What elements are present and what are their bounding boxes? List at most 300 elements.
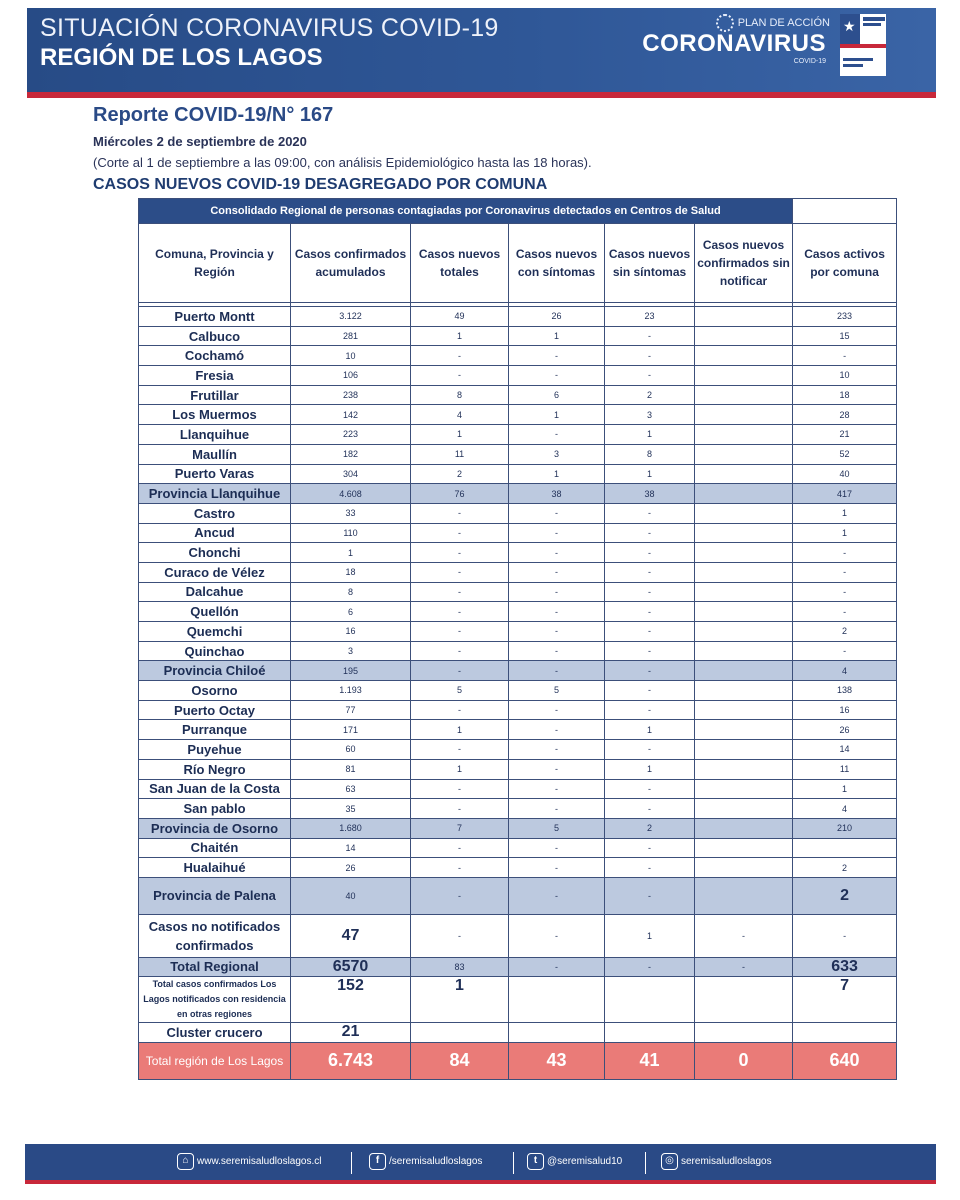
comuna-name: Chaitén [139,838,291,858]
table-row [139,914,897,957]
cell-nonot [695,307,793,327]
cell-tot: - [411,543,509,563]
cell-con: 1 [509,326,605,346]
cell-tot: 1 [411,326,509,346]
cell-act [793,1022,897,1042]
cell-con: 43 [509,1042,605,1079]
cell-sin: - [605,543,695,563]
footer-bar [25,1144,936,1180]
header-sin-sintomas: Casos nuevos sin síntomas [605,224,695,303]
comuna-name: Cluster crucero [139,1022,291,1042]
comuna-name: Casos no notificados confirmados [139,914,291,957]
cell-tot: - [411,503,509,523]
cell-acum: 3 [291,641,411,661]
cell-tot: 7 [411,818,509,838]
cell-act: 2 [793,877,897,914]
comuna-name: Puyehue [139,740,291,760]
cell-act: 2 [793,858,897,878]
cell-acum: 1.680 [291,818,411,838]
cell-acum: 106 [291,366,411,386]
cell-con: - [509,914,605,957]
comuna-name: Total Regional [139,957,291,976]
web-icon: ⌂ [177,1153,194,1170]
cell-nonot [695,346,793,366]
comuna-name: Provincia de Palena [139,877,291,914]
cell-acum: 8 [291,582,411,602]
cell-nonot [695,976,793,1022]
comuna-name: Puerto Varas [139,464,291,484]
table-row [139,464,897,484]
cell-acum: 1.193 [291,681,411,701]
cell-tot: - [411,838,509,858]
cell-nonot [695,523,793,543]
cell-acum: 16 [291,622,411,642]
cell-nonot [695,582,793,602]
plan-label: PLAN DE ACCIÓN [700,14,830,32]
table-row [139,759,897,779]
cell-act: 210 [793,818,897,838]
cell-nonot [695,543,793,563]
cell-tot: 84 [411,1042,509,1079]
cell-sin: 3 [605,405,695,425]
cell-con: - [509,425,605,445]
cell-sin: 1 [605,464,695,484]
table-row [139,602,897,622]
cell-nonot [695,779,793,799]
cell-act: 633 [793,957,897,976]
cell-sin: - [605,602,695,622]
footer-red-stripe [25,1180,936,1184]
header-acumulados: Casos confirmados acumulados [291,224,411,303]
cell-sin [605,1022,695,1042]
cell-act [793,838,897,858]
report-title: Reporte COVID-19/N° 167 [93,104,334,126]
table-row [139,877,897,914]
cell-con: - [509,838,605,858]
cell-acum: 21 [291,1022,411,1042]
comuna-name: Curaco de Vélez [139,562,291,582]
cell-tot: - [411,914,509,957]
comuna-name: Provincia Llanquihue [139,484,291,504]
table-row [139,385,897,405]
cell-sin: - [605,957,695,976]
table-row [139,1042,897,1079]
cell-acum: 47 [291,914,411,957]
cell-acum: 304 [291,464,411,484]
cell-sin: - [605,346,695,366]
cell-tot: 11 [411,444,509,464]
header-activos: Casos activos por comuna [793,224,897,303]
comuna-name: Castro [139,503,291,523]
header-title-line1: SITUACIÓN CORONAVIRUS COVID-19 [40,14,499,42]
cell-con: 3 [509,444,605,464]
comuna-name: Llanquihue [139,425,291,445]
cell-tot: 5 [411,681,509,701]
cell-tot: - [411,602,509,622]
cell-nonot [695,622,793,642]
cell-act: 52 [793,444,897,464]
cell-nonot: - [695,914,793,957]
table-row [139,523,897,543]
header-con-sintomas: Casos nuevos con síntomas [509,224,605,303]
table-banner: Consolidado Regional de personas contagiadas por Coronavirus detectados en Centros de Salud [139,199,793,224]
cell-nonot [695,818,793,838]
cell-act: 640 [793,1042,897,1079]
cell-acum: 182 [291,444,411,464]
cell-con: 26 [509,307,605,327]
header-title-line2: REGIÓN DE LOS LAGOS [40,44,323,71]
cell-nonot [695,405,793,425]
cell-acum: 77 [291,700,411,720]
cell-acum: 4.608 [291,484,411,504]
cell-act: 1 [793,503,897,523]
cell-act: 138 [793,681,897,701]
cell-con: 5 [509,681,605,701]
comuna-name: Frutillar [139,385,291,405]
cell-con: - [509,582,605,602]
cell-act: - [793,582,897,602]
table-row [139,503,897,523]
comuna-name: Osorno [139,681,291,701]
cell-sin: - [605,582,695,602]
twitter-icon: t [527,1153,544,1170]
cell-tot: - [411,877,509,914]
cell-sin: - [605,326,695,346]
table-banner-row [139,199,897,224]
cell-con [509,1022,605,1042]
cell-nonot [695,799,793,819]
table-row [139,484,897,504]
cell-con: - [509,858,605,878]
cell-acum: 35 [291,799,411,819]
cell-tot: 4 [411,405,509,425]
cell-sin: - [605,366,695,386]
cell-acum: 33 [291,503,411,523]
government-logo: ★ [840,14,886,76]
cell-nonot [695,385,793,405]
cell-sin: - [605,877,695,914]
table-row [139,425,897,445]
cell-nonot [695,562,793,582]
table-row [139,779,897,799]
cell-act: 1 [793,779,897,799]
cell-con: - [509,661,605,681]
cell-nonot [695,681,793,701]
cell-sin: 38 [605,484,695,504]
cell-acum: 223 [291,425,411,445]
cell-sin: - [605,700,695,720]
header-red-stripe [27,92,936,98]
cell-tot: 1 [411,976,509,1022]
cell-nonot [695,1022,793,1042]
cell-sin: - [605,681,695,701]
cell-act: 4 [793,661,897,681]
comuna-name: Quinchao [139,641,291,661]
cell-tot [411,1022,509,1042]
cell-sin: - [605,523,695,543]
cell-act: 417 [793,484,897,504]
cell-nonot [695,602,793,622]
cell-con: - [509,503,605,523]
cell-acum: 63 [291,779,411,799]
cell-acum: 6570 [291,957,411,976]
cell-act: 14 [793,740,897,760]
cell-con: - [509,799,605,819]
cell-sin [605,976,695,1022]
cell-con: - [509,602,605,622]
comuna-name: Quellón [139,602,291,622]
cell-sin: 1 [605,425,695,445]
cell-acum: 110 [291,523,411,543]
cell-nonot [695,641,793,661]
cell-sin: - [605,838,695,858]
cell-acum: 81 [291,759,411,779]
cell-nonot [695,700,793,720]
cell-act: 4 [793,799,897,819]
comuna-name: Calbuco [139,326,291,346]
header-comuna: Comuna, Provincia y Región [139,224,291,303]
section-title: CASOS NUEVOS COVID-19 DESAGREGADO POR COMUNA [93,176,548,193]
cell-act: - [793,562,897,582]
cell-nonot [695,425,793,445]
table-row [139,661,897,681]
cell-nonot: 0 [695,1042,793,1079]
cell-act: 16 [793,700,897,720]
cell-tot: 8 [411,385,509,405]
cell-nonot [695,720,793,740]
table-row [139,858,897,878]
cell-sin: - [605,562,695,582]
cell-con [509,976,605,1022]
cell-sin: - [605,740,695,760]
cell-tot: - [411,799,509,819]
cell-acum: 18 [291,562,411,582]
cell-tot: - [411,779,509,799]
comuna-name: Fresia [139,366,291,386]
cell-con: - [509,523,605,543]
table-row [139,957,897,976]
comuna-name: Maullín [139,444,291,464]
cell-con: - [509,622,605,642]
cell-tot: - [411,740,509,760]
cell-sin: 23 [605,307,695,327]
table-row [139,366,897,386]
cell-nonot [695,838,793,858]
cell-con: 5 [509,818,605,838]
cell-nonot [695,740,793,760]
footer-twitter[interactable]: t @seremisalud10 [527,1152,622,1172]
cell-acum: 6.743 [291,1042,411,1079]
cell-tot: - [411,700,509,720]
facebook-icon: f [369,1153,386,1170]
cell-act: 40 [793,464,897,484]
cell-sin: - [605,503,695,523]
cell-act: 21 [793,425,897,445]
instagram-icon: ◎ [661,1153,678,1170]
cell-con: - [509,957,605,976]
cell-acum: 10 [291,346,411,366]
cell-con: - [509,543,605,563]
cell-sin: 1 [605,759,695,779]
footer-facebook[interactable]: f /seremisaludloslagos [369,1152,482,1172]
comuna-name: Río Negro [139,759,291,779]
cell-con: 1 [509,405,605,425]
cell-con: - [509,740,605,760]
table-row [139,326,897,346]
cell-sin: - [605,779,695,799]
cell-con: - [509,641,605,661]
table-row [139,582,897,602]
cell-tot: 1 [411,759,509,779]
cell-act: 26 [793,720,897,740]
cell-act: 2 [793,622,897,642]
table-row [139,346,897,366]
cell-nonot [695,326,793,346]
cell-con: - [509,366,605,386]
cell-tot: - [411,346,509,366]
table-row [139,641,897,661]
cell-tot: 1 [411,720,509,740]
cell-sin: 41 [605,1042,695,1079]
cell-con: 6 [509,385,605,405]
comuna-name: Dalcahue [139,582,291,602]
table-row [139,622,897,642]
cell-acum: 238 [291,385,411,405]
cell-tot: 76 [411,484,509,504]
table-row [139,1022,897,1042]
brand-title: CORONAVIRUS [642,30,826,57]
cell-sin: - [605,858,695,878]
table-row [139,740,897,760]
comuna-name: San Juan de la Costa [139,779,291,799]
cell-nonot [695,444,793,464]
cell-tot: 2 [411,464,509,484]
comuna-name: Chonchi [139,543,291,563]
header-nuevos-totales: Casos nuevos totales [411,224,509,303]
cell-nonot [695,877,793,914]
table-row [139,799,897,819]
table-row [139,838,897,858]
cell-acum: 26 [291,858,411,878]
cell-con: - [509,720,605,740]
cell-tot: - [411,622,509,642]
cell-tot: - [411,582,509,602]
table-row [139,543,897,563]
cell-con: - [509,700,605,720]
cell-nonot [695,366,793,386]
footer-web[interactable]: ⌂ www.seremisaludloslagos.cl [177,1152,322,1172]
cell-tot: - [411,562,509,582]
table-row [139,700,897,720]
cell-tot: 83 [411,957,509,976]
cell-acum: 152 [291,976,411,1022]
cell-nonot [695,858,793,878]
cell-act: 1 [793,523,897,543]
cell-sin: 2 [605,818,695,838]
table-row [139,405,897,425]
comuna-name: Los Muermos [139,405,291,425]
comuna-name: Total región de Los Lagos [139,1042,291,1079]
cell-act: 18 [793,385,897,405]
cell-nonot [695,484,793,504]
cell-tot: - [411,523,509,543]
report-date: Miércoles 2 de septiembre de 2020 [93,134,307,149]
cell-acum: 40 [291,877,411,914]
cell-act: - [793,346,897,366]
cell-act: - [793,641,897,661]
cell-nonot: - [695,957,793,976]
comuna-name: Puerto Octay [139,700,291,720]
cell-act: - [793,543,897,563]
cell-act: 7 [793,976,897,1022]
cell-act: 233 [793,307,897,327]
cell-act: 15 [793,326,897,346]
cell-acum: 171 [291,720,411,740]
cell-sin: 1 [605,914,695,957]
cell-acum: 14 [291,838,411,858]
cell-tot: 49 [411,307,509,327]
comuna-name: Provincia de Osorno [139,818,291,838]
table-row [139,976,897,1022]
cell-tot: - [411,641,509,661]
cell-act: - [793,602,897,622]
table-header-row [139,224,897,303]
table-row [139,681,897,701]
cell-act: 28 [793,405,897,425]
table-row [139,562,897,582]
cell-nonot [695,464,793,484]
comuna-name: San pablo [139,799,291,819]
cell-sin: - [605,622,695,642]
comuna-name: Quemchi [139,622,291,642]
cell-nonot [695,503,793,523]
comuna-name: Hualaihué [139,858,291,878]
cell-act: - [793,914,897,957]
comuna-name: Purranque [139,720,291,740]
cell-con: - [509,759,605,779]
footer-instagram[interactable]: ◎ seremisaludloslagos [661,1152,772,1172]
table-row [139,444,897,464]
cases-table [138,198,897,1080]
cell-acum: 3.122 [291,307,411,327]
cell-act: 11 [793,759,897,779]
cell-acum: 195 [291,661,411,681]
cell-sin: - [605,799,695,819]
cell-acum: 1 [291,543,411,563]
comuna-name: Provincia Chiloé [139,661,291,681]
cell-act: 10 [793,366,897,386]
comuna-name: Ancud [139,523,291,543]
cell-con: - [509,779,605,799]
cell-acum: 6 [291,602,411,622]
brand-subtitle: COVID-19 [793,58,826,65]
cell-tot: 1 [411,425,509,445]
cell-nonot [695,759,793,779]
report-cut-note: (Corte al 1 de septiembre a las 09:00, con análisis Epidemiológico hasta las 18 horas). [93,155,592,170]
comuna-name: Cochamó [139,346,291,366]
cell-con: - [509,877,605,914]
cell-sin: 8 [605,444,695,464]
comuna-name: Puerto Montt [139,307,291,327]
cell-sin: - [605,641,695,661]
cell-acum: 142 [291,405,411,425]
table-row [139,818,897,838]
cell-sin: - [605,661,695,681]
cell-tot: - [411,366,509,386]
cell-con: 38 [509,484,605,504]
cell-tot: - [411,858,509,878]
table-row [139,307,897,327]
